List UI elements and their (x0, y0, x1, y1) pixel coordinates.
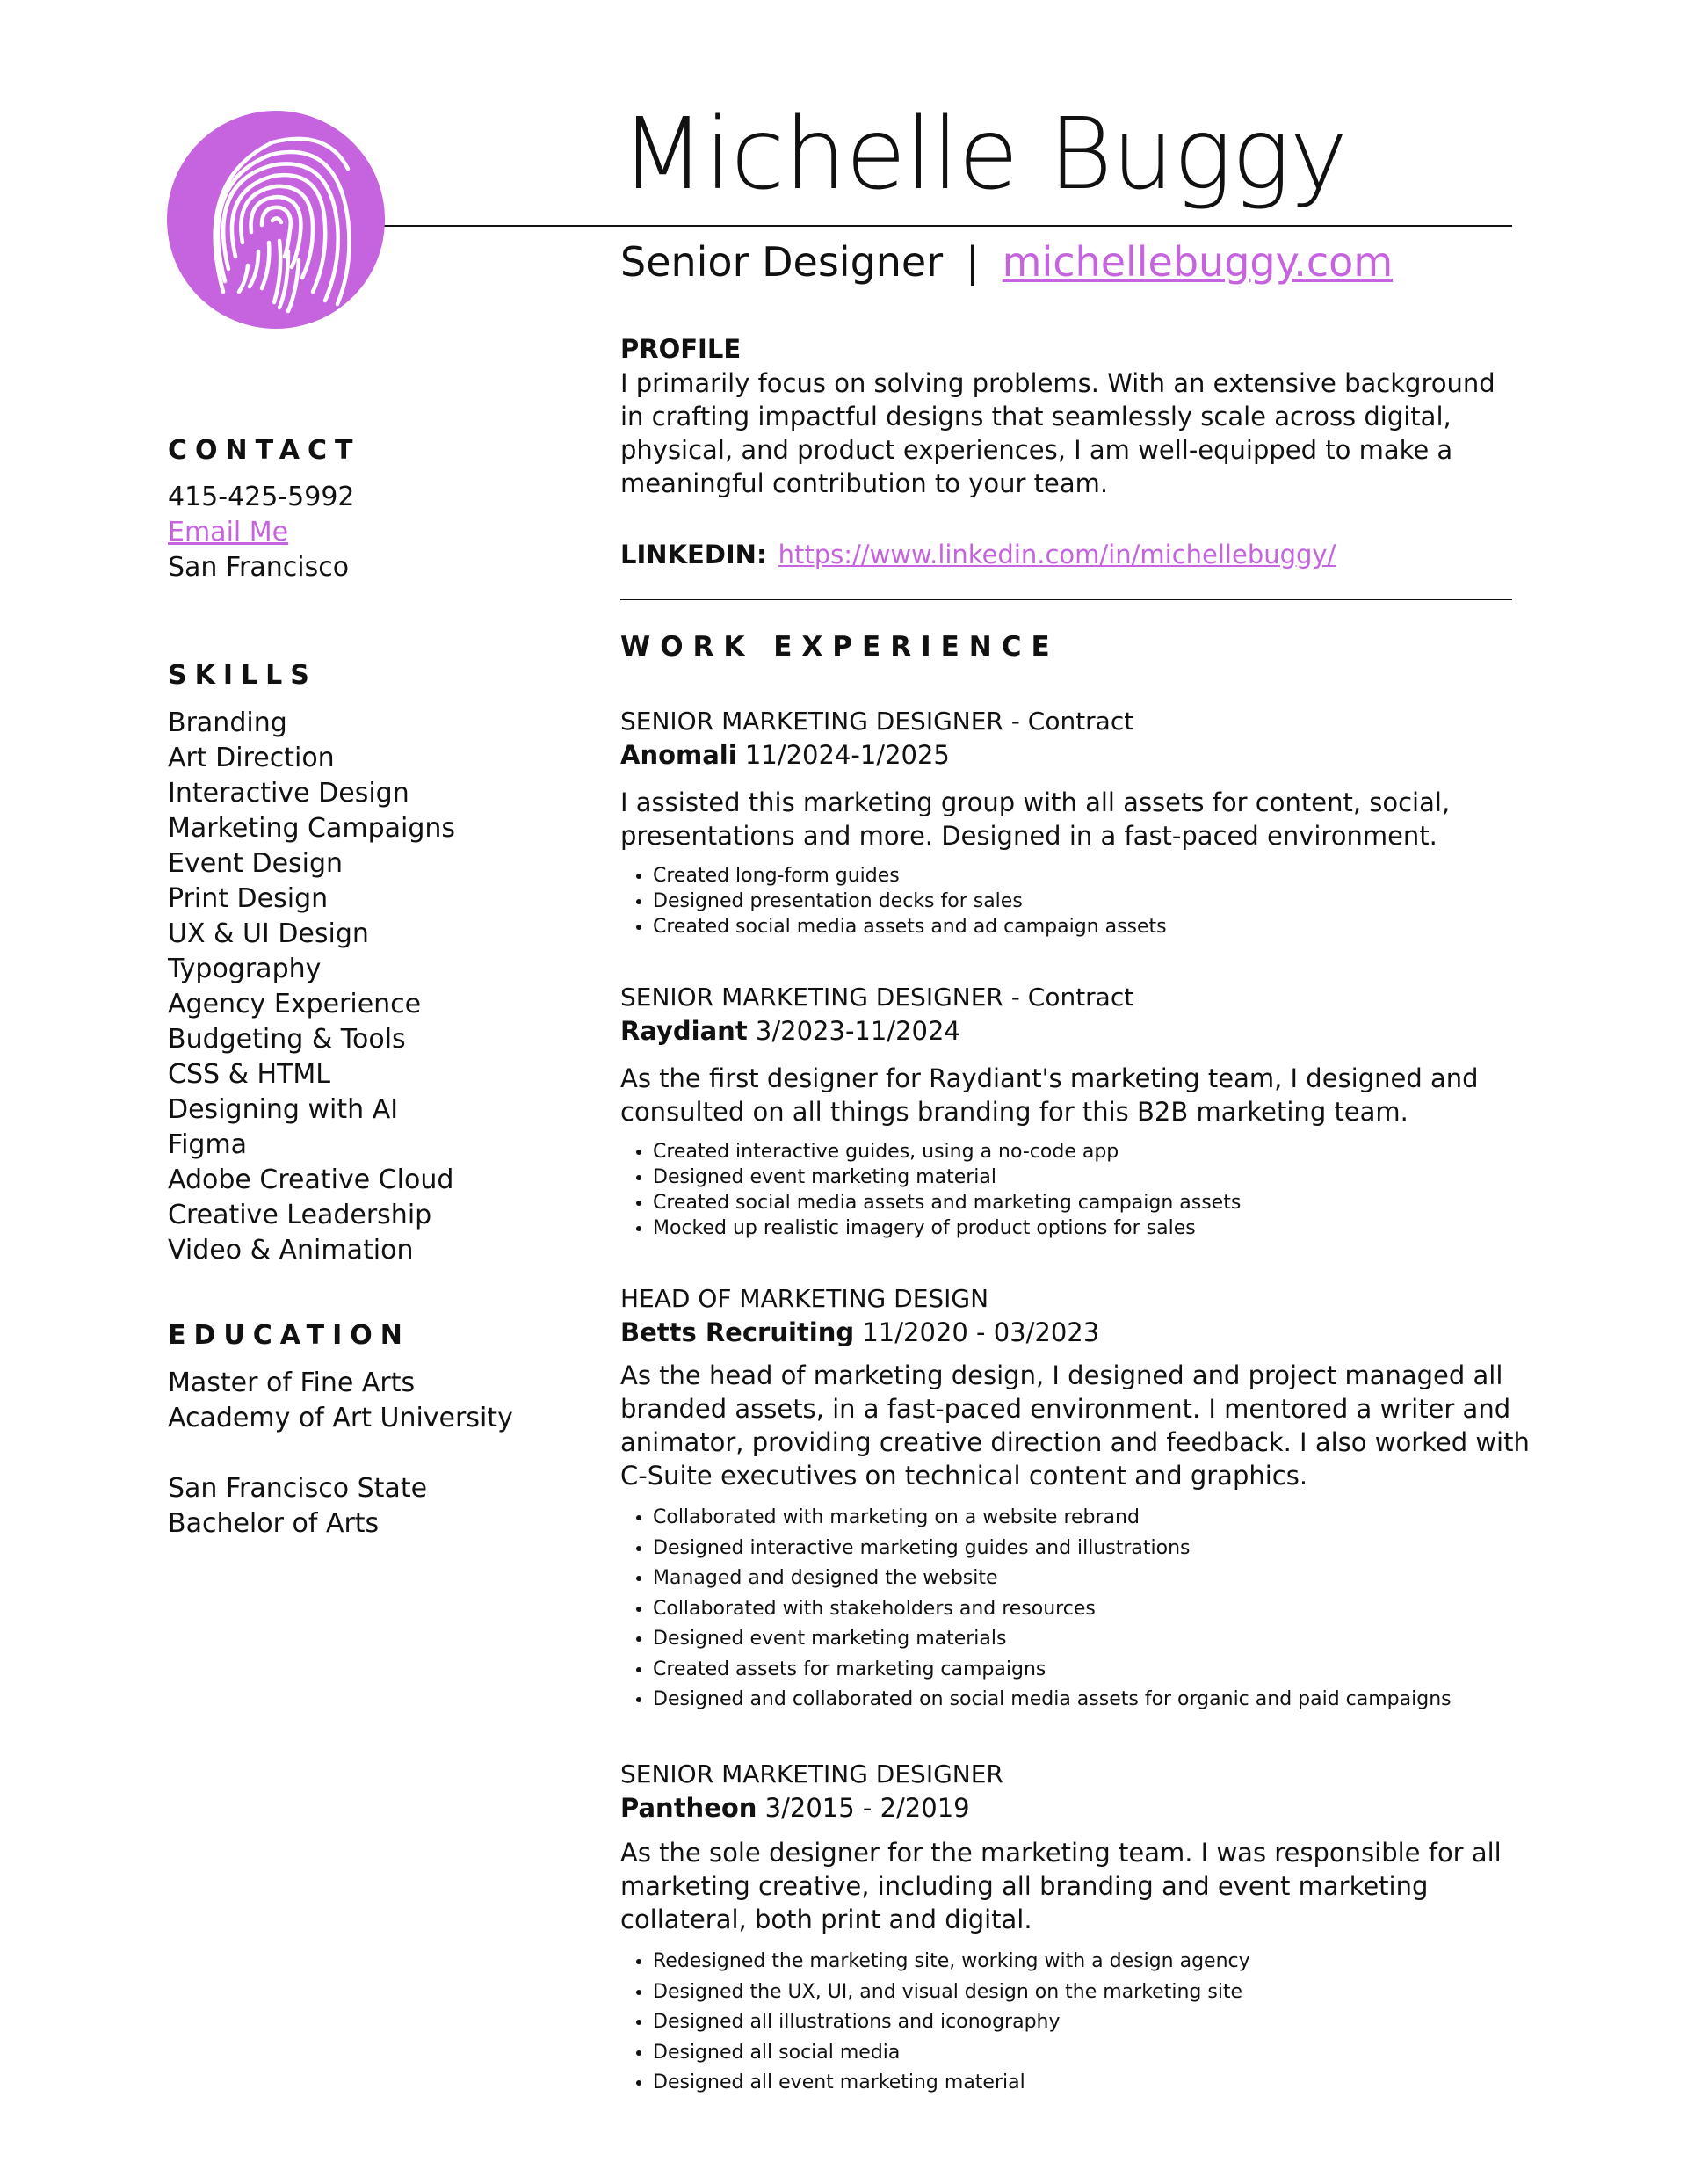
education-entry (168, 1366, 537, 1436)
skill-item: Marketing Campaigns (168, 813, 456, 844)
subtitle-line (620, 235, 1393, 289)
school: Academy of Art University (168, 1403, 513, 1433)
contact-location: San Francisco (168, 552, 350, 583)
skill-item: Budgeting & Tools (168, 1024, 406, 1055)
title-separator: | (966, 238, 980, 286)
job-company-line (620, 1791, 1534, 1825)
company-name: Anomali (620, 740, 737, 770)
linkedin-label: LINKEDIN: (620, 540, 767, 570)
job-entry (620, 980, 1534, 1241)
job-description: As the sole designer for the marketing team. I was responsible for all marketing creative, including all branding and event marketing collateral, both print and digital. (620, 1838, 1502, 1934)
company-name: Pantheon (620, 1793, 757, 1823)
avatar (167, 111, 385, 329)
skill-item: Agency Experience (168, 989, 422, 1019)
company-name: Raydiant (620, 1016, 748, 1046)
contact-heading: CONTACT (168, 435, 361, 466)
linkedin-link[interactable]: https://www.linkedin.com/in/michellebuggy/ (778, 540, 1336, 570)
bullet-item: • Designed interactive marketing guides and illustrations (653, 1534, 1534, 1564)
bullet-item: • Created interactive guides, using a no-code app (653, 1139, 1534, 1165)
header-divider (383, 225, 1512, 227)
section-divider (620, 599, 1512, 600)
skill-item: Art Direction (168, 743, 335, 773)
email-link[interactable]: Email Me (168, 517, 289, 548)
job-title: SENIOR MARKETING DESIGNER (620, 1760, 1003, 1789)
skill-item: Typography (168, 954, 322, 984)
skill-item: Video & Animation (168, 1235, 414, 1266)
bullet-item: • Designed all social media (653, 2038, 1534, 2069)
fingerprint-icon (167, 111, 385, 329)
job-entry (620, 1757, 1534, 2099)
job-dates: 3/2015 - 2/2019 (764, 1793, 970, 1823)
job-company-line (620, 1014, 1534, 1048)
skill-item: CSS & HTML (168, 1059, 330, 1090)
job-company-line (620, 1316, 1534, 1350)
skill-item: Figma (168, 1129, 248, 1160)
company-name: Betts Recruiting (620, 1317, 855, 1347)
bullet-item: • Managed and designed the website (653, 1564, 1534, 1594)
job-dates: 11/2020 - 03/2023 (862, 1317, 1100, 1347)
job-title: SENIOR MARKETING DESIGNER - Contract (620, 983, 1134, 1012)
job-company-line (620, 738, 1534, 773)
contact-phone: 415-425-5992 (168, 482, 355, 512)
job-entry (620, 704, 1534, 940)
job-description: I assisted this marketing group with all assets for content, social, presentations and more. Designed in a fast-paced environment. (620, 787, 1451, 851)
bullet-item: • Designed event marketing material (653, 1165, 1534, 1190)
skills-list (168, 706, 537, 1268)
bullet-item: • Collaborated with marketing on a website rebrand (653, 1503, 1534, 1534)
skill-item: Print Design (168, 883, 329, 914)
skill-item: Branding (168, 707, 287, 738)
skill-item: Interactive Design (168, 778, 409, 809)
education-section (168, 1318, 537, 1542)
skill-item: UX & UI Design (168, 918, 369, 949)
job-title: SENIOR MARKETING DESIGNER - Contract (620, 707, 1134, 736)
linkedin-row (620, 537, 1534, 572)
bullet-item: • Collaborated with stakeholders and resources (653, 1594, 1534, 1625)
job-role: Senior Designer (620, 238, 944, 286)
job-description: As the first designer for Raydiant's marketing team, I designed and consulted on all things branding for this B2B marketing team. (620, 1063, 1479, 1127)
person-name: Michelle Buggy (620, 98, 1347, 212)
school: San Francisco State (168, 1473, 428, 1504)
bullet-item: • Created assets for marketing campaigns (653, 1655, 1534, 1686)
bullet-item: • Designed all event marketing material (653, 2068, 1534, 2099)
skills-section (168, 658, 537, 1268)
skill-item: Creative Leadership (168, 1200, 432, 1230)
bullet-item: • Redesigned the marketing site, working with a design agency (653, 1947, 1534, 1977)
bullet-item: • Created social media assets and marketing campaign assets (653, 1190, 1534, 1215)
bullet-item: • Designed the UX, UI, and visual design on the marketing site (653, 1977, 1534, 2008)
skill-item: Designing with AI (168, 1094, 399, 1125)
job-dates: 11/2024-1/2025 (744, 740, 950, 770)
job-title: HEAD OF MARKETING DESIGN (620, 1284, 989, 1313)
job-bullets (620, 1503, 1534, 1716)
education-entry (168, 1471, 537, 1542)
degree: Bachelor of Arts (168, 1508, 380, 1539)
profile-section (620, 331, 1534, 500)
job-description: As the head of marketing design, I designed and project managed all branded assets, in a fast-paced environment. I mentored a writer and animator, providing creative direction and feedback. I also worked with C-Suite executives on technical content and graphics. (620, 1360, 1530, 1491)
bullet-item: • Designed and collaborated on social media assets for organic and paid campaigns (653, 1685, 1534, 1716)
contact-section (168, 433, 537, 585)
skills-heading: SKILLS (168, 660, 317, 691)
bullet-item: • Created social media assets and ad campaign assets (653, 914, 1534, 940)
skill-item: Event Design (168, 848, 344, 879)
bullet-item: • Designed all illustrations and iconography (653, 2007, 1534, 2038)
profile-text: I primarily focus on solving problems. With an extensive background in crafting impactful designs that seamlessly scale across digital, physical, and product experiences, I am well-equipped to make a meaningful contribution to your team. (620, 368, 1495, 498)
job-entry (620, 1281, 1534, 1716)
job-bullets (620, 1139, 1534, 1241)
website-link[interactable]: michellebuggy.com (1002, 238, 1394, 286)
bullet-item: • Created long-form guides (653, 863, 1534, 889)
skill-item: Adobe Creative Cloud (168, 1165, 454, 1195)
job-dates: 3/2023-11/2024 (755, 1016, 960, 1046)
work-heading: WORK EXPERIENCE (620, 631, 1060, 663)
job-bullets (620, 1947, 1534, 2099)
bullet-item: • Mocked up realistic imagery of product options for sales (653, 1215, 1534, 1241)
education-heading: EDUCATION (168, 1320, 410, 1351)
job-bullets (620, 863, 1534, 940)
profile-heading: PROFILE (620, 334, 742, 364)
degree: Master of Fine Arts (168, 1368, 416, 1398)
bullet-item: • Designed event marketing materials (653, 1624, 1534, 1655)
bullet-item: • Designed presentation decks for sales (653, 889, 1534, 914)
